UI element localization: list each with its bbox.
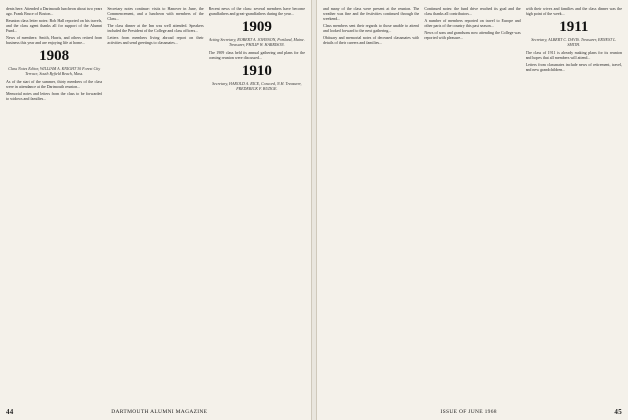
right-page-column-1 [323, 6, 419, 408]
text-paragraph: The 1909 class held its annual gathering and plans for the coming reunion were discussed... [208, 50, 305, 60]
class-year-heading: 1910 [241, 63, 272, 79]
right-footer [323, 407, 622, 417]
text-paragraph: Memorial notes and letters from the class to be forwarded to widows and families... [6, 91, 103, 101]
text-paragraph: News of sons and grandsons now attending the College was reported with pleasure... [424, 30, 521, 40]
class-year-heading: 1911 [559, 19, 589, 35]
left-page-column-2 [107, 6, 203, 408]
text-paragraph: Reunion class letter notes: Bob Hall reported on his travels, and the class agent thanks all for support of the Alumni Fund... [6, 18, 103, 33]
class-officers-block: Secretary, HAROLD A. RICE, Concord, N.H. Treasurer, FREDERICK F. BUDGE. [212, 81, 302, 91]
text-paragraph: The class dinner at the Inn was well attended. Speakers included the President of the College and class officers... [107, 23, 204, 33]
right-page-column-2 [424, 6, 520, 408]
text-paragraph: Secretary notes continue: visits to Hanover in June, the Commencement, and a luncheon with members of the Class... [107, 6, 204, 21]
right-issue-line: ISSUE OF JUNE 1968 [440, 409, 497, 415]
left-columns [6, 6, 305, 408]
text-paragraph: Obituary and memorial notes of deceased classmates with details of their careers and families... [323, 35, 420, 45]
text-paragraph: with their wives and families and the class dinner was the high point of the week... [525, 6, 622, 16]
text-paragraph: and many of the class were present at the reunion. The weather was fine and the festivities continued through the weekend... [323, 6, 420, 21]
text-paragraph: Letters from members living abroad report on their activities and send greetings to classmates... [107, 35, 204, 45]
text-paragraph: Letters from classmates include news of retirement, travel, and new grandchildren... [525, 62, 622, 72]
class-year-heading: 1909 [241, 19, 272, 35]
text-paragraph: Recent news of the class: several members have become grandfathers and great-grandfathers during the year... [208, 6, 305, 16]
left-page-column-1 [6, 6, 102, 408]
text-paragraph: A number of members reported on travel to Europe and other parts of the country this past season... [424, 18, 521, 28]
right-page-column-3 [526, 6, 622, 408]
right-page [316, 0, 628, 420]
class-officers-block: Class Notes Editor, WILLIAM A. KNIGHT 30 Forest City Terrace, South Byfield Beach, Mass. [8, 66, 101, 76]
text-paragraph: Continued notes: the fund drive reached its goal and the class thanks all contributors... [424, 6, 521, 16]
left-page [0, 0, 312, 420]
class-officers-block: Acting Secretary, ROBERT A. JOHNSON, Portland, Maine. Treasurer, PHILIP W. HARRISON. [208, 37, 305, 47]
right-columns [323, 6, 622, 408]
text-paragraph: As of the start of the summer, thirty members of the class were in attendance at the Dartmouth reunion... [6, 79, 103, 89]
text-paragraph: The class of 1911 is already making plans for its reunion and hopes that all members will attend... [525, 50, 622, 60]
text-paragraph: News of members: Smith, Harris, and others retired from business this year and are enjoying life at home... [6, 35, 103, 45]
left-publication: DARTMOUTH ALUMNI MAGAZINE [111, 409, 208, 415]
class-year-heading: 1908 [39, 48, 70, 64]
class-officers-block: Secretary, ALBERT C. DAVIS. Treasurer, ERNEST L. SMITH. [531, 37, 617, 47]
left-footer [6, 407, 305, 417]
right-page-number: 45 [614, 408, 622, 416]
left-page-column-3 [209, 6, 305, 408]
left-page-number: 44 [6, 408, 14, 416]
text-paragraph: dents here. Attended a Dartmouth luncheon about two years ago. Frank Bruce of Boston... [6, 6, 103, 16]
text-paragraph: Class members sent their regards to those unable to attend and looked forward to the next gathering... [323, 23, 420, 33]
